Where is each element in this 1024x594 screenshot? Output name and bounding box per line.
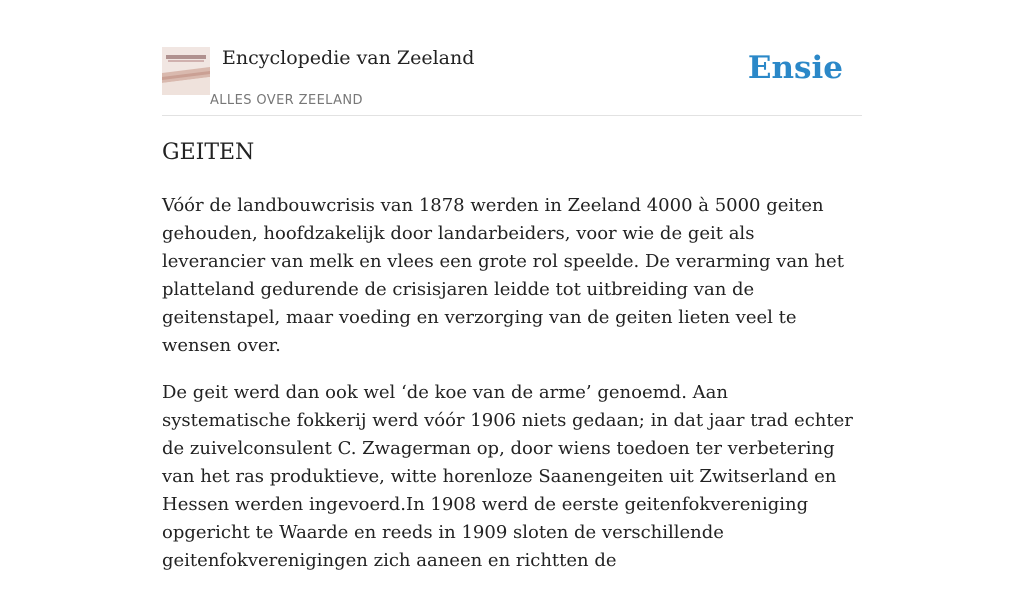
site-avatar[interactable] (162, 47, 210, 95)
site-subtitle: ALLES OVER ZEELAND (210, 93, 363, 108)
ensie-logo-link[interactable]: Ensie (747, 50, 843, 86)
article-paragraph-2: De geit werd dan ook wel ‘de koe van de arme’ genoemd. Aan systematische fokkerij werd vóór 1906 niets gedaan; in dat jaar trad echter de zuivelconsulent C. Zwagerman op, door wiens toedoen ter verbetering van het ras produktieve, witte horenloze Saanengeiten uit Zwitserland en Hessen werden ingevoerd.In 1908 werd de eerste geitenfokvereniging opgericht te Waarde en reeds in 1909 sloten de verschillende geitenfokverenigingen zich aaneen en richtten de (162, 382, 853, 571)
article-paragraph-1: Vóór de landbouwcrisis van 1878 werden in Zeeland 4000 à 5000 geiten gehouden, hoofdzakelijk door landarbeiders, voor wie de geit als leverancier van melk en vlees een grote rol speelde. De verarming van het platteland gedurende de crisisjaren leidde tot uitbreiding van de geitenstapel, maar voeding en verzorging van de geiten lieten veel te wensen over. (162, 195, 844, 356)
article-title: GEITEN (162, 140, 255, 165)
book-pages-icon (162, 47, 210, 95)
site-title[interactable]: Encyclopedie van Zeeland (222, 47, 475, 69)
site-header (162, 40, 862, 116)
article-body (162, 192, 862, 594)
